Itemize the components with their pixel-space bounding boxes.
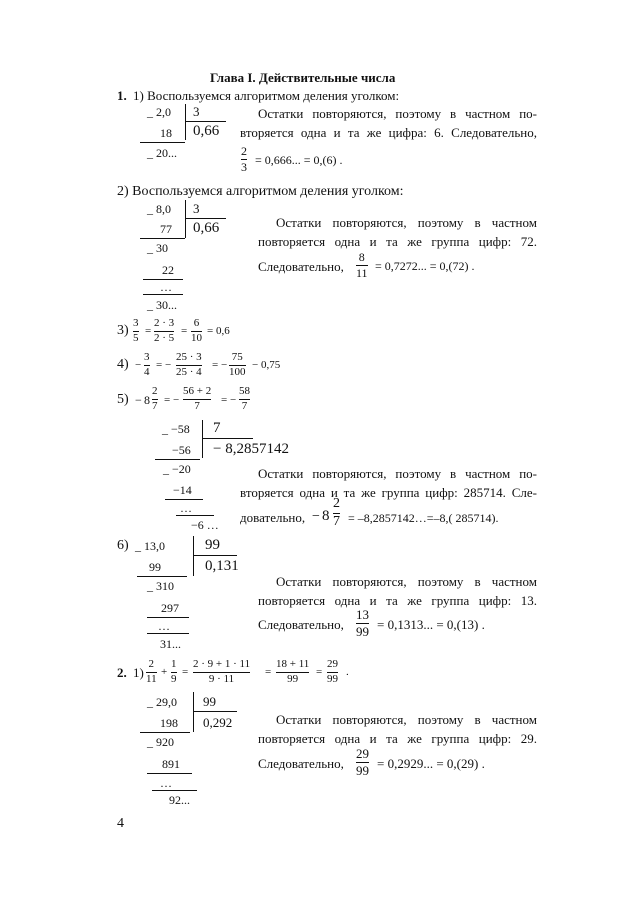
denominator: 99 [287, 673, 299, 685]
numerator: 2 [241, 144, 247, 158]
equation-result: = 0,666... = 0,(6) . [255, 153, 343, 167]
explanation-line-1: Остатки повторяются, поэтому в частном [276, 574, 537, 589]
divisor: 3 [193, 201, 200, 216]
fraction [356, 747, 369, 777]
fraction [191, 318, 202, 344]
subtrahend: 297 [161, 601, 179, 615]
period: . [346, 666, 349, 678]
numerator: 58 [239, 385, 250, 397]
fraction [193, 659, 250, 685]
fraction [146, 659, 157, 685]
result: = 0,6 [207, 325, 230, 337]
denominator: 25 · 4 [176, 366, 202, 378]
division-vertical-line [193, 536, 194, 576]
denominator: 9 [171, 673, 177, 685]
subtract-line [176, 515, 214, 516]
item-label: 5) [117, 392, 129, 407]
intro-text: 1) Воспользуемся алгоритмом деления уголком: [133, 88, 400, 103]
numerator: 2 [152, 385, 158, 397]
quotient: 0,66 [193, 220, 220, 236]
divisor: 99 [203, 694, 216, 709]
denominator: 7 [152, 400, 158, 412]
dividend: _ −58 [162, 422, 190, 436]
remainder: 92... [169, 793, 190, 807]
equals-minus: = − [164, 394, 180, 406]
numerator: 2 [148, 658, 155, 670]
numerator: 3 [133, 317, 139, 329]
exercise-number: 1. [117, 88, 127, 103]
subtract-line [155, 459, 200, 460]
denominator: 3 [241, 160, 247, 174]
division-horizontal-line [186, 121, 226, 122]
item-label: 1) [133, 665, 144, 680]
division-vertical-line [185, 104, 186, 140]
denominator: 100 [229, 366, 246, 378]
denominator: 4 [144, 366, 150, 378]
subtract-line [152, 790, 197, 791]
fraction [229, 352, 246, 378]
fraction [327, 659, 338, 685]
minus-sign: − [312, 509, 320, 524]
division-vertical-line [202, 420, 203, 458]
division-horizontal-line [194, 711, 237, 712]
explanation-line-2: вторяется одна и та же цифра: 6. Следовательно, [240, 125, 537, 140]
item-label: 4) [117, 357, 129, 372]
fraction [239, 386, 250, 412]
quotient: − 8,2857142 [213, 441, 289, 457]
subtract-line [165, 499, 203, 500]
fraction [241, 145, 247, 173]
subtrahend: 891 [162, 757, 180, 771]
result: − 0,75 [252, 359, 281, 371]
numerator: 3 [144, 351, 150, 363]
ellipsis: … [180, 501, 192, 515]
equals-sign: = [145, 325, 152, 337]
minus-sign: − [135, 393, 142, 407]
equals-minus: = − [156, 359, 172, 371]
remainder: _ 30 [147, 241, 168, 255]
division-horizontal-line [186, 218, 226, 219]
equals-sign: = [265, 666, 272, 678]
denominator: 10 [191, 332, 202, 344]
fraction [356, 608, 369, 638]
numerator: 6 [193, 317, 200, 329]
conclusion-prefix: Следовательно, [258, 259, 344, 274]
subtract-line [147, 617, 189, 618]
divisor: 7 [213, 420, 221, 436]
denominator: 99 [327, 673, 338, 685]
numerator: 8 [358, 250, 365, 264]
chapter-title: Глава I. Действительные числа [210, 70, 396, 85]
numerator: 2 · 3 [154, 317, 175, 329]
quotient: 0,131 [205, 558, 239, 574]
fraction [154, 318, 174, 344]
fraction [356, 251, 368, 279]
fraction [183, 386, 211, 412]
equals-sign: = [182, 666, 189, 678]
intro-text: 2) Воспользуемся алгоритмом деления уголком: [117, 184, 404, 199]
fraction [144, 352, 150, 378]
whole-part: 8 [144, 393, 150, 407]
numerator: 25 · 3 [176, 351, 202, 363]
explanation-line-2: вторяется одна и та же группа цифр: 285714. Сле- [240, 485, 537, 500]
denominator: 99 [356, 624, 369, 639]
denominator: 11 [356, 266, 368, 280]
explanation-line-1: Остатки повторяются, поэтому в частном по- [258, 466, 537, 481]
remainder: _ −20 [163, 462, 191, 476]
subtract-line [137, 576, 187, 577]
division-horizontal-line [203, 438, 253, 439]
fraction [276, 659, 309, 685]
numerator: 1 [171, 658, 177, 670]
subtrahend: 77 [160, 222, 172, 236]
equals-minus: = − [212, 359, 228, 371]
fraction [176, 352, 202, 378]
divisor: 99 [205, 537, 220, 553]
exercise-number: 2. [117, 665, 127, 680]
dividend: _ 8,0 [147, 202, 171, 216]
denominator: 11 [146, 673, 157, 685]
denominator: 7 [333, 514, 340, 529]
subtract-line [147, 633, 189, 634]
explanation-line-2: повторяется одна и та же группа цифр: 29. [258, 731, 537, 746]
ellipsis: … [160, 776, 172, 790]
denominator: 2 · 5 [154, 332, 175, 344]
dividend: _ 29,0 [147, 695, 177, 709]
quotient: 0,66 [193, 123, 220, 139]
numerator: 13 [356, 607, 369, 622]
explanation-line-1: Остатки повторяются, поэтому в частном [276, 712, 537, 727]
remainder: _ 20... [147, 146, 177, 160]
equation-result: = 0,2929... = 0,(29) . [377, 756, 485, 771]
explanation-line-2: повторяется одна и та же группа цифр: 13. [258, 593, 537, 608]
denominator: 5 [133, 332, 139, 344]
item-label: 3) [117, 323, 129, 338]
dividend: _ 2,0 [147, 105, 171, 119]
equation-result: = 0,7272... = 0,(72) . [375, 259, 475, 273]
minus-sign: − [135, 359, 142, 371]
quotient: 0,292 [203, 715, 233, 730]
denominator: 99 [356, 763, 369, 778]
explanation-line-1: Остатки повторяются, поэтому в частном [276, 215, 537, 230]
subtrahend: −14 [173, 483, 192, 497]
numerator: 75 [231, 351, 243, 363]
item-label: 6) [117, 538, 129, 553]
remainder: 31... [160, 637, 181, 651]
numerator: 2 [333, 496, 340, 511]
numerator: 29 [327, 658, 338, 670]
dividend: _ 13,0 [135, 539, 165, 553]
remainder: _ 920 [147, 735, 174, 749]
subtrahend: 99 [149, 560, 161, 574]
equals-minus: = − [221, 394, 237, 406]
divisor: 3 [193, 104, 200, 119]
equals-sign: = [316, 666, 323, 678]
equation-result: = 0,1313... = 0,(13) . [377, 617, 485, 632]
remainder: _ 30... [147, 298, 177, 312]
fraction [333, 497, 340, 529]
subtract-line [140, 732, 190, 733]
conclusion-prefix: Следовательно, [258, 756, 344, 771]
subtrahend: 18 [160, 126, 172, 140]
numerator: 18 + 11 [276, 658, 310, 670]
division-vertical-line [185, 200, 186, 238]
subtract-line [140, 238, 185, 239]
fraction [171, 659, 177, 685]
plus-sign: + [161, 666, 168, 678]
subtract-line [147, 773, 192, 774]
remainder: _ 310 [147, 579, 174, 593]
explanation-line-2: повторяется одна и та же группа цифр: 72. [258, 234, 537, 249]
subtract-line [140, 142, 185, 143]
explanation-line-1: Остатки повторяются, поэтому в частном по- [258, 106, 537, 121]
conclusion-prefix: Следовательно, [258, 617, 344, 632]
whole-part: 8 [322, 508, 330, 524]
subtrahend: −56 [172, 443, 191, 457]
division-horizontal-line [194, 555, 237, 556]
numerator: 56 + 2 [183, 385, 212, 397]
subtract-line [143, 294, 183, 295]
fraction [152, 386, 158, 412]
numerator: 2 · 9 + 1 · 11 [193, 658, 251, 670]
equation-result: = –8,2857142…=–8,( 285714). [348, 511, 499, 525]
equals-sign: = [181, 325, 188, 337]
denominator: 9 · 11 [208, 673, 235, 685]
fraction [133, 318, 139, 344]
conclusion-prefix: довательно, [240, 510, 306, 525]
division-vertical-line [193, 692, 194, 732]
denominator: 7 [194, 400, 200, 412]
numerator: 29 [356, 746, 369, 761]
denominator: 7 [241, 400, 248, 412]
subtrahend: 22 [162, 263, 174, 277]
ellipsis: … [160, 280, 172, 294]
remainder: −6 … [191, 518, 219, 532]
subtrahend: 198 [160, 716, 178, 730]
ellipsis: … [158, 619, 170, 633]
page-number: 4 [117, 816, 124, 831]
